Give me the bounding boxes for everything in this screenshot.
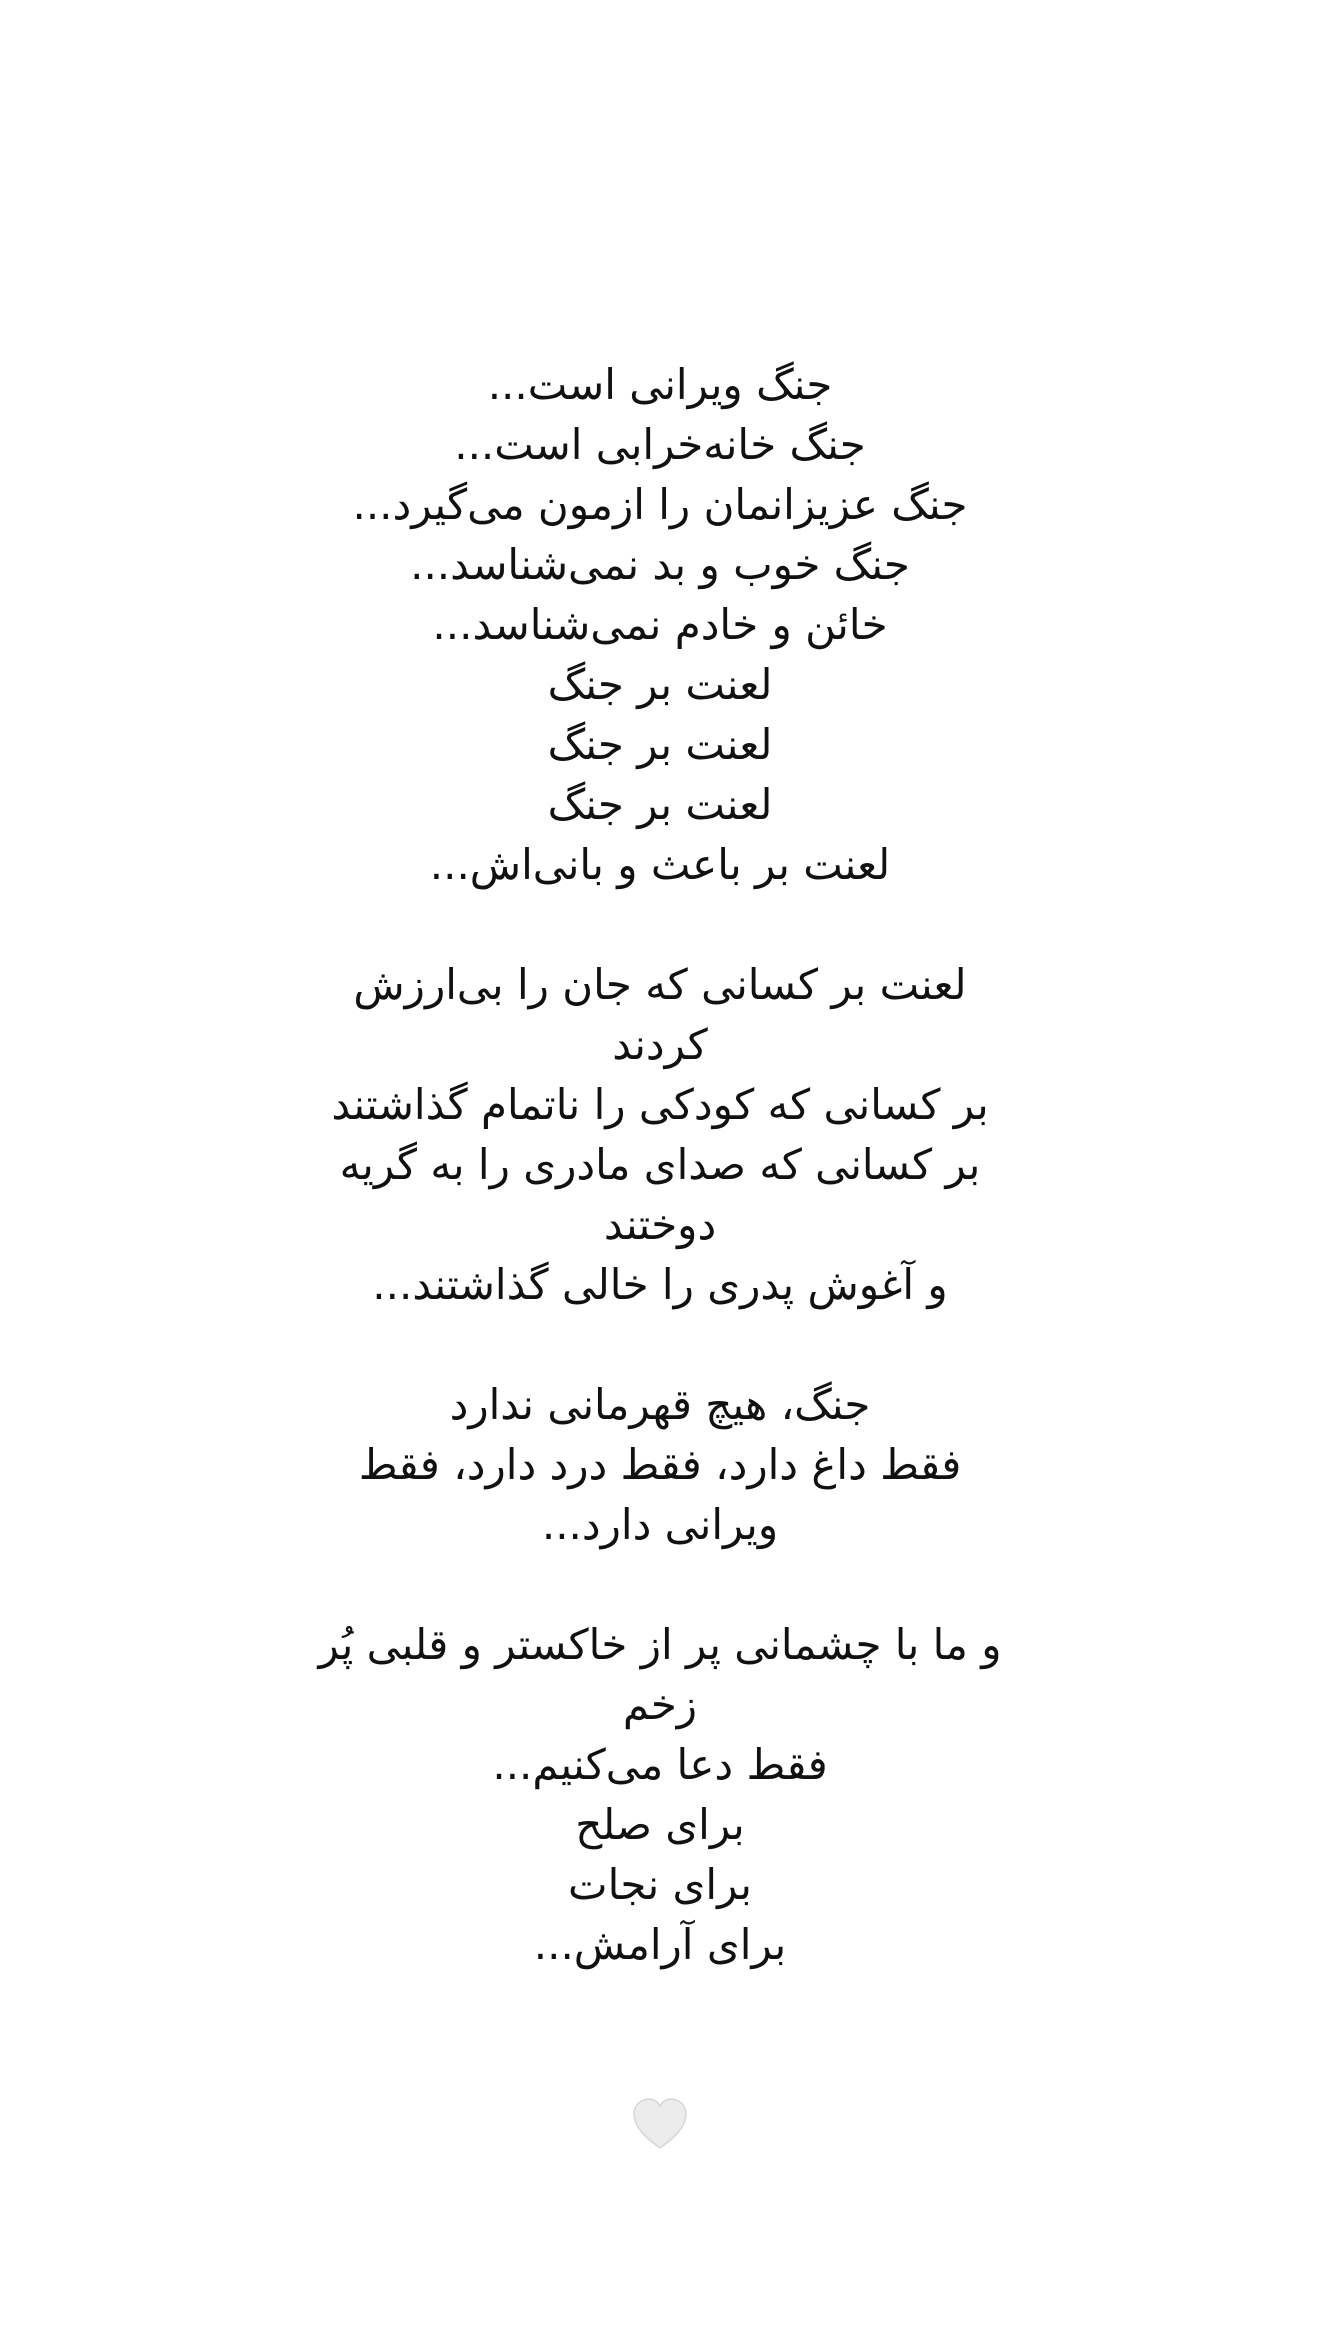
poem-line: برای صلح	[575, 1800, 745, 1849]
poem-line: جنگ، هیچ قهرمانی ندارد	[449, 1380, 871, 1429]
poem-line: لعنت بر جنگ	[547, 720, 773, 769]
stanza-3	[300, 1375, 1020, 1555]
poem-line: بر کسانی که کودکی را ناتمام گذاشتند	[331, 1080, 989, 1129]
poem-line: لعنت بر جنگ	[547, 780, 773, 829]
poem-line: جنگ عزیزانمان را ازمون می‌گیرد...	[352, 480, 968, 529]
poem-line: جنگ ویرانی است...	[487, 360, 833, 409]
poem-line: لعنت بر کسانی که جان را بی‌ارزش کردند	[353, 960, 967, 1069]
stanza-2	[300, 955, 1020, 1315]
poem-line: خائن و خادم نمی‌شناسد...	[432, 600, 888, 649]
poem-line: بر کسانی که صدای مادری را به گریه دوختند	[339, 1140, 981, 1249]
poem-line: جنگ خوب و بد نمی‌شناسد...	[410, 540, 910, 589]
poem-line: برای آرامش...	[533, 1920, 787, 1969]
stanza-4	[300, 1615, 1020, 1975]
poem-line: فقط دعا می‌کنیم...	[492, 1740, 828, 1789]
poem-line: لعنت بر باعث و بانی‌اش...	[429, 840, 891, 889]
white-heart-icon	[630, 2095, 690, 2155]
poem-line: و آغوش پدری را خالی گذاشتند...	[372, 1260, 948, 1309]
poem-line: برای نجات	[568, 1860, 752, 1909]
stanza-1	[300, 355, 1020, 895]
poem-text	[300, 355, 1020, 1975]
poem-line: فقط داغ دارد، فقط درد دارد، فقط ویرانی دارد...	[358, 1440, 962, 1549]
poem-line: و ما با چشمانی پر از خاکستر و قلبی پُر زخم	[318, 1620, 1002, 1729]
poem-line: جنگ خانه‌خرابی است...	[454, 420, 866, 469]
poem-line: لعنت بر جنگ	[547, 660, 773, 709]
